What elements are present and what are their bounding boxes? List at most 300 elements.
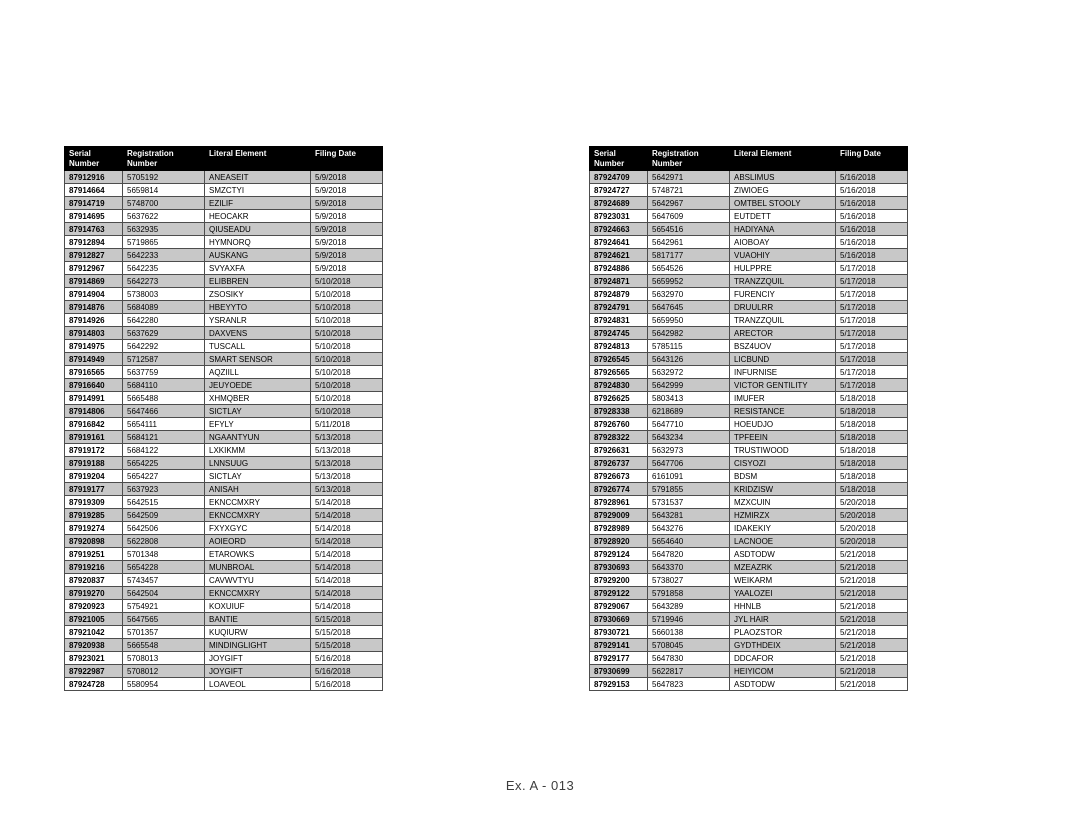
table-row	[65, 587, 383, 600]
serial-number-cell: 87914803	[65, 327, 123, 340]
serial-number-cell: 87921005	[65, 613, 123, 626]
registration-number-cell: 5642506	[123, 522, 205, 535]
registration-number-cell: 5647706	[648, 457, 730, 470]
filing-date-cell: 5/20/2018	[836, 522, 908, 535]
table-row	[65, 327, 383, 340]
filing-date-cell: 5/17/2018	[836, 314, 908, 327]
registration-number-cell: 5754921	[123, 600, 205, 613]
literal-element-cell: BSZ4UOV	[730, 340, 836, 353]
table-row	[65, 405, 383, 418]
literal-element-cell: KUQIURW	[205, 626, 311, 639]
filing-date-cell: 5/9/2018	[311, 249, 383, 262]
table-row	[590, 353, 908, 366]
literal-element-cell: QIUSEADU	[205, 223, 311, 236]
table-row	[590, 639, 908, 652]
literal-element-cell: EFYLY	[205, 418, 311, 431]
table-row	[590, 379, 908, 392]
table-row	[590, 678, 908, 691]
filing-date-cell: 5/14/2018	[311, 496, 383, 509]
table-row	[590, 340, 908, 353]
serial-number-cell: 87919204	[65, 470, 123, 483]
filing-date-cell: 5/21/2018	[836, 600, 908, 613]
filing-date-cell: 5/14/2018	[311, 509, 383, 522]
filing-date-cell: 5/14/2018	[311, 574, 383, 587]
serial-number-cell: 87912916	[65, 171, 123, 184]
table-row	[590, 327, 908, 340]
filing-date-cell: 5/14/2018	[311, 535, 383, 548]
table-row	[65, 366, 383, 379]
table-row	[65, 444, 383, 457]
table-row	[65, 171, 383, 184]
registration-number-cell: 5654228	[123, 561, 205, 574]
literal-element-cell: TPFEEIN	[730, 431, 836, 444]
serial-number-cell: 87924641	[590, 236, 648, 249]
serial-number-cell: 87924727	[590, 184, 648, 197]
registration-number-cell: 5647645	[648, 301, 730, 314]
table-row	[590, 509, 908, 522]
registration-number-cell: 5785115	[648, 340, 730, 353]
column-header-filing-date: Filing Date	[311, 147, 383, 171]
column-header-literal-element: Literal Element	[205, 147, 311, 171]
serial-number-cell: 87916565	[65, 366, 123, 379]
filing-date-cell: 5/21/2018	[836, 613, 908, 626]
table-row	[590, 171, 908, 184]
registration-number-cell: 5642235	[123, 262, 205, 275]
literal-element-cell: JOYGIFT	[205, 665, 311, 678]
filing-date-cell: 5/11/2018	[311, 418, 383, 431]
registration-number-cell: 5654526	[648, 262, 730, 275]
filing-date-cell: 5/20/2018	[836, 509, 908, 522]
literal-element-cell: SMZCTYI	[205, 184, 311, 197]
serial-number-cell: 87929009	[590, 509, 648, 522]
literal-element-cell: CAVWVTYU	[205, 574, 311, 587]
serial-number-cell: 87912827	[65, 249, 123, 262]
registration-number-cell: 5791855	[648, 483, 730, 496]
filing-date-cell: 5/14/2018	[311, 587, 383, 600]
literal-element-cell: EKNCCMXRY	[205, 509, 311, 522]
table-row	[590, 392, 908, 405]
literal-element-cell: MZXCUIN	[730, 496, 836, 509]
column-header-serial-number: Serial Number	[65, 147, 123, 171]
literal-element-cell: AUSKANG	[205, 249, 311, 262]
serial-number-cell: 87914975	[65, 340, 123, 353]
filing-date-cell: 5/16/2018	[311, 652, 383, 665]
serial-number-cell: 87914806	[65, 405, 123, 418]
table-row	[65, 457, 383, 470]
filing-date-cell: 5/15/2018	[311, 639, 383, 652]
table-row	[65, 340, 383, 353]
filing-date-cell: 5/14/2018	[311, 561, 383, 574]
serial-number-cell: 87930669	[590, 613, 648, 626]
table-row	[590, 249, 908, 262]
filing-date-cell: 5/13/2018	[311, 431, 383, 444]
filing-date-cell: 5/17/2018	[836, 379, 908, 392]
filing-date-cell: 5/20/2018	[836, 535, 908, 548]
table-row	[590, 522, 908, 535]
table-row	[65, 314, 383, 327]
table-row	[590, 197, 908, 210]
registration-number-cell: 5684110	[123, 379, 205, 392]
literal-element-cell: HEOCAKR	[205, 210, 311, 223]
table-row	[590, 613, 908, 626]
table-row	[590, 665, 908, 678]
registration-number-cell: 6218689	[648, 405, 730, 418]
filing-date-cell: 5/13/2018	[311, 483, 383, 496]
serial-number-cell: 87920837	[65, 574, 123, 587]
table-row	[590, 405, 908, 418]
table-row	[65, 288, 383, 301]
serial-number-cell: 87920938	[65, 639, 123, 652]
filing-date-cell: 5/9/2018	[311, 197, 383, 210]
literal-element-cell: JYL HAIR	[730, 613, 836, 626]
registration-number-cell: 5654227	[123, 470, 205, 483]
literal-element-cell: SVYAXFA	[205, 262, 311, 275]
filing-date-cell: 5/21/2018	[836, 587, 908, 600]
literal-element-cell: LACNOOE	[730, 535, 836, 548]
literal-element-cell: AQZIILL	[205, 366, 311, 379]
filing-date-cell: 5/10/2018	[311, 288, 383, 301]
literal-element-cell: HADIYANA	[730, 223, 836, 236]
table-row	[65, 678, 383, 691]
registration-number-cell: 5643234	[648, 431, 730, 444]
literal-element-cell: HHNLB	[730, 600, 836, 613]
serial-number-cell: 87919161	[65, 431, 123, 444]
table-row	[65, 431, 383, 444]
column-header-serial-number: Serial Number	[590, 147, 648, 171]
registration-number-cell: 5712587	[123, 353, 205, 366]
registration-number-cell: 6161091	[648, 470, 730, 483]
literal-element-cell: VICTOR GENTILITY	[730, 379, 836, 392]
serial-number-cell: 87914991	[65, 392, 123, 405]
table-row	[590, 548, 908, 561]
serial-number-cell: 87914949	[65, 353, 123, 366]
serial-number-cell: 87924745	[590, 327, 648, 340]
table-row	[590, 262, 908, 275]
filing-date-cell: 5/13/2018	[311, 457, 383, 470]
registration-number-cell: 5659814	[123, 184, 205, 197]
serial-number-cell: 87914876	[65, 301, 123, 314]
literal-element-cell: BDSM	[730, 470, 836, 483]
literal-element-cell: ELIBBREN	[205, 275, 311, 288]
table-row	[65, 470, 383, 483]
table-row	[65, 509, 383, 522]
filing-date-cell: 5/21/2018	[836, 665, 908, 678]
table-row	[590, 457, 908, 470]
literal-element-cell: DRUULRR	[730, 301, 836, 314]
registration-number-cell: 5642967	[648, 197, 730, 210]
registration-number-cell: 5632935	[123, 223, 205, 236]
filing-date-cell: 5/14/2018	[311, 522, 383, 535]
registration-number-cell: 5665548	[123, 639, 205, 652]
registration-number-cell: 5748700	[123, 197, 205, 210]
literal-element-cell: YSRANLR	[205, 314, 311, 327]
registration-number-cell: 5642509	[123, 509, 205, 522]
registration-number-cell: 5637759	[123, 366, 205, 379]
literal-element-cell: TRUSTIWOOD	[730, 444, 836, 457]
serial-number-cell: 87919309	[65, 496, 123, 509]
trademark-table-left	[64, 146, 383, 691]
serial-number-cell: 87929153	[590, 678, 648, 691]
serial-number-cell: 87926737	[590, 457, 648, 470]
table-row	[65, 236, 383, 249]
literal-element-cell: LXKIKMM	[205, 444, 311, 457]
literal-element-cell: HULPPRE	[730, 262, 836, 275]
serial-number-cell: 87928989	[590, 522, 648, 535]
registration-number-cell: 5642280	[123, 314, 205, 327]
table-row	[65, 535, 383, 548]
table-row	[590, 275, 908, 288]
literal-element-cell: ARECTOR	[730, 327, 836, 340]
registration-number-cell: 5684122	[123, 444, 205, 457]
registration-number-cell: 5647830	[648, 652, 730, 665]
registration-number-cell: 5642515	[123, 496, 205, 509]
serial-number-cell: 87930721	[590, 626, 648, 639]
literal-element-cell: EZILIF	[205, 197, 311, 210]
registration-number-cell: 5701348	[123, 548, 205, 561]
table-row	[65, 392, 383, 405]
serial-number-cell: 87919172	[65, 444, 123, 457]
serial-number-cell: 87929122	[590, 587, 648, 600]
serial-number-cell: 87924709	[590, 171, 648, 184]
filing-date-cell: 5/21/2018	[836, 548, 908, 561]
serial-number-cell: 87914926	[65, 314, 123, 327]
registration-number-cell: 5647609	[648, 210, 730, 223]
serial-number-cell: 87919270	[65, 587, 123, 600]
table-row	[65, 600, 383, 613]
registration-number-cell: 5731537	[648, 496, 730, 509]
registration-number-cell: 5660138	[648, 626, 730, 639]
registration-number-cell: 5748721	[648, 184, 730, 197]
literal-element-cell: DDCAFOR	[730, 652, 836, 665]
table-row	[590, 444, 908, 457]
table-row	[590, 470, 908, 483]
literal-element-cell: INFURNISE	[730, 366, 836, 379]
filing-date-cell: 5/16/2018	[836, 184, 908, 197]
filing-date-cell: 5/15/2018	[311, 626, 383, 639]
filing-date-cell: 5/17/2018	[836, 288, 908, 301]
registration-number-cell: 5642504	[123, 587, 205, 600]
literal-element-cell: HOEUDJO	[730, 418, 836, 431]
filing-date-cell: 5/9/2018	[311, 210, 383, 223]
registration-number-cell: 5701357	[123, 626, 205, 639]
serial-number-cell: 87920923	[65, 600, 123, 613]
serial-number-cell: 87928961	[590, 496, 648, 509]
serial-number-cell: 87914719	[65, 197, 123, 210]
literal-element-cell: JEUYOEDE	[205, 379, 311, 392]
filing-date-cell: 5/16/2018	[311, 678, 383, 691]
serial-number-cell: 87924621	[590, 249, 648, 262]
filing-date-cell: 5/18/2018	[836, 418, 908, 431]
filing-date-cell: 5/10/2018	[311, 340, 383, 353]
literal-element-cell: PLAOZSTOR	[730, 626, 836, 639]
serial-number-cell: 87926625	[590, 392, 648, 405]
literal-element-cell: SICTLAY	[205, 405, 311, 418]
table-row	[590, 535, 908, 548]
literal-element-cell: HYMNORQ	[205, 236, 311, 249]
registration-number-cell: 5817177	[648, 249, 730, 262]
table-row	[65, 522, 383, 535]
serial-number-cell: 87930693	[590, 561, 648, 574]
literal-element-cell: ASDTODW	[730, 548, 836, 561]
serial-number-cell: 87923031	[590, 210, 648, 223]
table-row	[65, 275, 383, 288]
serial-number-cell: 87926631	[590, 444, 648, 457]
serial-number-cell: 87926774	[590, 483, 648, 496]
serial-number-cell: 87921042	[65, 626, 123, 639]
literal-element-cell: ANISAH	[205, 483, 311, 496]
serial-number-cell: 87912967	[65, 262, 123, 275]
literal-element-cell: IDAKEKIY	[730, 522, 836, 535]
table-row	[590, 626, 908, 639]
filing-date-cell: 5/9/2018	[311, 171, 383, 184]
serial-number-cell: 87916640	[65, 379, 123, 392]
table-row	[65, 613, 383, 626]
serial-number-cell: 87928920	[590, 535, 648, 548]
table-row	[65, 483, 383, 496]
table-row	[590, 223, 908, 236]
registration-number-cell: 5642982	[648, 327, 730, 340]
filing-date-cell: 5/16/2018	[836, 249, 908, 262]
literal-element-cell: VUAOHIY	[730, 249, 836, 262]
literal-element-cell: ANEASEIT	[205, 171, 311, 184]
registration-number-cell: 5643281	[648, 509, 730, 522]
literal-element-cell: MZEAZRK	[730, 561, 836, 574]
serial-number-cell: 87914869	[65, 275, 123, 288]
table-row	[590, 288, 908, 301]
literal-element-cell: XHMQBER	[205, 392, 311, 405]
table-row	[590, 210, 908, 223]
filing-date-cell: 5/9/2018	[311, 262, 383, 275]
table-row	[65, 665, 383, 678]
serial-number-cell: 87922987	[65, 665, 123, 678]
table-row	[65, 197, 383, 210]
registration-number-cell: 5642233	[123, 249, 205, 262]
table-row	[590, 496, 908, 509]
registration-number-cell: 5654640	[648, 535, 730, 548]
serial-number-cell: 87926545	[590, 353, 648, 366]
literal-element-cell: WEIKARM	[730, 574, 836, 587]
filing-date-cell: 5/13/2018	[311, 444, 383, 457]
filing-date-cell: 5/21/2018	[836, 626, 908, 639]
literal-element-cell: MUNBROAL	[205, 561, 311, 574]
serial-number-cell: 87929141	[590, 639, 648, 652]
registration-number-cell: 5647466	[123, 405, 205, 418]
filing-date-cell: 5/14/2018	[311, 600, 383, 613]
table-row	[65, 379, 383, 392]
literal-element-cell: AOIEORD	[205, 535, 311, 548]
registration-number-cell: 5647823	[648, 678, 730, 691]
literal-element-cell: OMTBEL STOOLY	[730, 197, 836, 210]
serial-number-cell: 87914763	[65, 223, 123, 236]
registration-number-cell: 5642999	[648, 379, 730, 392]
filing-date-cell: 5/21/2018	[836, 678, 908, 691]
literal-element-cell: FXYXGYC	[205, 522, 311, 535]
filing-date-cell: 5/10/2018	[311, 314, 383, 327]
registration-number-cell: 5738027	[648, 574, 730, 587]
table-row	[65, 418, 383, 431]
registration-number-cell: 5654111	[123, 418, 205, 431]
literal-element-cell: AIOBOAY	[730, 236, 836, 249]
registration-number-cell: 5803413	[648, 392, 730, 405]
registration-number-cell: 5684089	[123, 301, 205, 314]
serial-number-cell: 87928338	[590, 405, 648, 418]
filing-date-cell: 5/14/2018	[311, 548, 383, 561]
filing-date-cell: 5/21/2018	[836, 574, 908, 587]
literal-element-cell: SICTLAY	[205, 470, 311, 483]
column-header-registration-number: Registration Number	[648, 147, 730, 171]
table-row	[65, 626, 383, 639]
filing-date-cell: 5/16/2018	[836, 236, 908, 249]
literal-element-cell: JOYGIFT	[205, 652, 311, 665]
registration-number-cell: 5647565	[123, 613, 205, 626]
filing-date-cell: 5/17/2018	[836, 275, 908, 288]
serial-number-cell: 87919285	[65, 509, 123, 522]
table-row	[65, 210, 383, 223]
column-header-filing-date: Filing Date	[836, 147, 908, 171]
serial-number-cell: 87924886	[590, 262, 648, 275]
serial-number-cell: 87924879	[590, 288, 648, 301]
serial-number-cell: 87924813	[590, 340, 648, 353]
serial-number-cell: 87914664	[65, 184, 123, 197]
registration-number-cell: 5643289	[648, 600, 730, 613]
table-row	[590, 587, 908, 600]
filing-date-cell: 5/10/2018	[311, 405, 383, 418]
literal-element-cell: SMART SENSOR	[205, 353, 311, 366]
registration-number-cell: 5743457	[123, 574, 205, 587]
filing-date-cell: 5/17/2018	[836, 353, 908, 366]
table-row	[590, 366, 908, 379]
serial-number-cell: 87926760	[590, 418, 648, 431]
filing-date-cell: 5/9/2018	[311, 236, 383, 249]
serial-number-cell: 87920898	[65, 535, 123, 548]
serial-number-cell: 87924663	[590, 223, 648, 236]
table-row	[590, 431, 908, 444]
serial-number-cell: 87912894	[65, 236, 123, 249]
serial-number-cell: 87924831	[590, 314, 648, 327]
table-header-row	[590, 147, 908, 171]
table-row	[65, 184, 383, 197]
serial-number-cell: 87914695	[65, 210, 123, 223]
filing-date-cell: 5/17/2018	[836, 327, 908, 340]
registration-number-cell: 5791858	[648, 587, 730, 600]
serial-number-cell: 87929200	[590, 574, 648, 587]
serial-number-cell: 87928322	[590, 431, 648, 444]
literal-element-cell: TRANZZQUIL	[730, 275, 836, 288]
table-row	[590, 600, 908, 613]
serial-number-cell: 87919188	[65, 457, 123, 470]
table-row	[590, 184, 908, 197]
table-row	[65, 249, 383, 262]
literal-element-cell: EKNCCMXRY	[205, 587, 311, 600]
filing-date-cell: 5/18/2018	[836, 483, 908, 496]
serial-number-cell: 87923021	[65, 652, 123, 665]
filing-date-cell: 5/18/2018	[836, 431, 908, 444]
registration-number-cell: 5622817	[648, 665, 730, 678]
filing-date-cell: 5/21/2018	[836, 652, 908, 665]
literal-element-cell: EUTDETT	[730, 210, 836, 223]
literal-element-cell: CISYOZI	[730, 457, 836, 470]
serial-number-cell: 87919177	[65, 483, 123, 496]
table-row	[65, 223, 383, 236]
literal-element-cell: HZMIRZX	[730, 509, 836, 522]
literal-element-cell: BANTIE	[205, 613, 311, 626]
filing-date-cell: 5/17/2018	[836, 301, 908, 314]
registration-number-cell: 5708045	[648, 639, 730, 652]
literal-element-cell: EKNCCMXRY	[205, 496, 311, 509]
literal-element-cell: ABSLIMUS	[730, 171, 836, 184]
literal-element-cell: IMUFER	[730, 392, 836, 405]
serial-number-cell: 87929124	[590, 548, 648, 561]
